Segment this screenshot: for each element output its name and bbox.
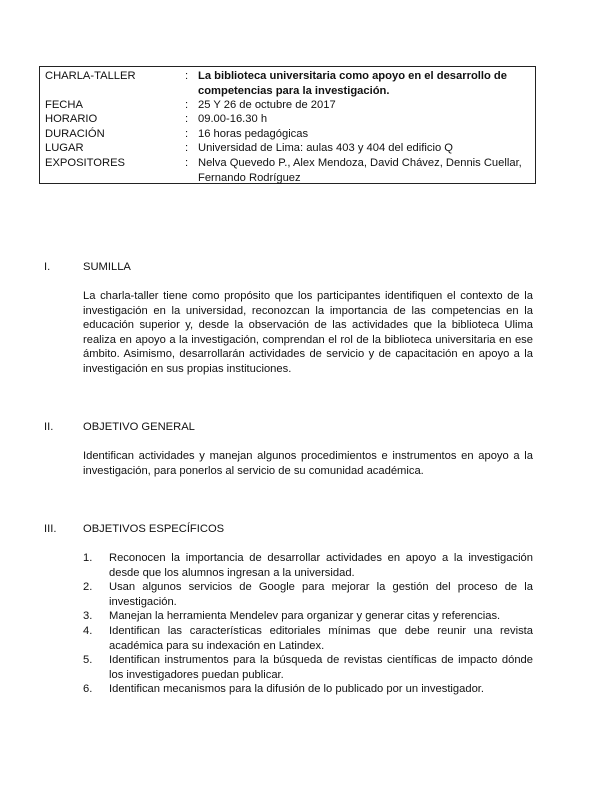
list-number: 3.	[83, 610, 93, 623]
list-item-text: Reconocen la importancia de desarrollar actividades en apoyo a la investigación desde que los alumnos ingresan a la universidad.	[109, 552, 533, 579]
value-expositores: Nelva Quevedo P., Alex Mendoza, David Chávez, Dennis Cuellar, Fernando Rodríguez	[198, 157, 522, 184]
list-number: 6.	[83, 683, 93, 696]
colon: :	[185, 99, 189, 111]
colon: :	[185, 70, 189, 82]
section-title-sumilla: SUMILLA	[83, 261, 131, 273]
label-lugar: LUGAR	[45, 142, 84, 154]
colon: :	[185, 113, 189, 125]
list-number: 4.	[83, 624, 93, 637]
section-title-objetivo-general: OBJETIVO GENERAL	[83, 421, 195, 433]
label-charla-taller: CHARLA-TALLER	[45, 70, 136, 82]
objetivo-general-paragraph: Identifican actividades y manejan algunos procedimientos e instrumentos en apoyo a la investigación, para ponerlos al servicio de su comunidad académica.	[83, 450, 533, 477]
label-duracion: DURACIÓN	[45, 128, 105, 140]
list-item	[83, 682, 533, 697]
list-item-text: Usan algunos servicios de Google para mejorar la gestión del proceso de la investigación.	[109, 581, 533, 608]
colon: :	[185, 157, 189, 169]
colon: :	[185, 142, 189, 154]
value-fecha: 25 Y 26 de octubre de 2017	[198, 99, 336, 111]
section-number: II.	[44, 421, 54, 433]
list-item	[83, 609, 533, 624]
list-number: 1.	[83, 552, 93, 564]
list-item	[83, 551, 533, 580]
list-item	[83, 624, 533, 653]
list-item	[83, 580, 533, 609]
label-expositores: EXPOSITORES	[45, 157, 125, 169]
list-item-text: Identifican mecanismos para la difusión de lo publicado por un investigador.	[109, 683, 485, 696]
value-horario: 09.00-16.30 h	[198, 113, 268, 125]
list-item-text: Manejan la herramienta Mendelev para organizar y generar citas y referencias.	[109, 610, 501, 623]
value-event-title: La biblioteca universitaria como apoyo en el desarrollo de competencias para la investigación.	[198, 70, 507, 97]
section-number: I.	[44, 261, 51, 273]
label-fecha: FECHA	[45, 99, 83, 111]
value-duracion: 16 horas pedagógicas	[198, 128, 309, 140]
section-number: III.	[44, 523, 57, 535]
list-number: 2.	[83, 581, 93, 594]
label-horario: HORARIO	[45, 113, 98, 125]
value-lugar: Universidad de Lima: aulas 403 y 404 del edificio Q	[198, 142, 453, 154]
list-item-text: Identifican las características editoriales mínimas que debe reunir una revista académica para su indexación en Latindex.	[109, 624, 533, 652]
list-item	[83, 653, 533, 682]
list-number: 5.	[83, 654, 93, 667]
section-title-objetivos-especificos: OBJETIVOS ESPECÍFICOS	[83, 523, 225, 535]
list-item-text: Identifican instrumentos para la búsqueda de revistas científicas de impacto dónde los investigadores puedan publicar.	[109, 654, 533, 681]
event-info-box	[39, 66, 536, 184]
sumilla-paragraph: La charla-taller tiene como propósito que los participantes identifiquen el contexto de la investigación en la universidad, reconozcan la importancia de las competencias en la educación superior y, desde la observación de las actividades que la biblioteca Ulima realiza en apoyo a la investigación, comprendan el rol de la biblioteca universitaria en ese ámbito. Asimismo, desarrollarán actividades de servicio y de capacitación en apoyo a la investigación en sus propias instituciones.	[83, 290, 533, 375]
objectives-list	[83, 551, 533, 697]
colon: :	[185, 128, 189, 140]
